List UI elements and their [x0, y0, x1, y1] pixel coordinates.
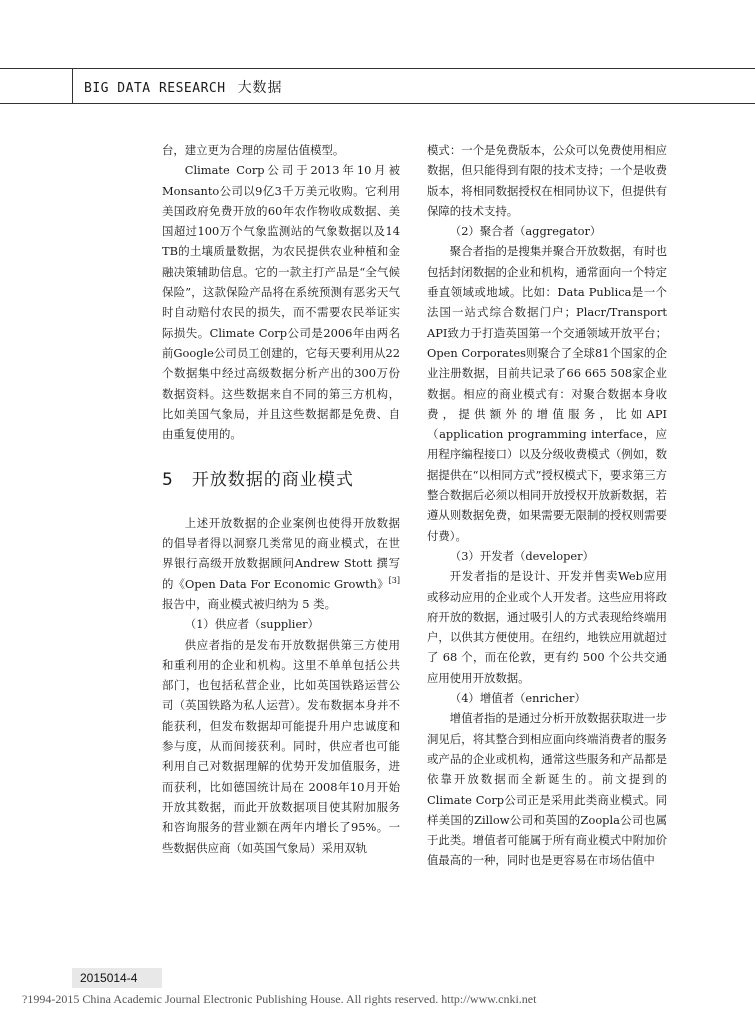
section-number: 5 [162, 470, 174, 491]
left-column [162, 140, 400, 858]
paragraph: 供应者指的是发布开放数据供第三方使用和重利用的企业和机构。这里不单单包括公共部门，也包括私营企业，比如英国铁路运营公司（英国铁路为私人运营）。发布数据本身并不能获利，但发布数据却可能提升用户忠诚度和参与度，从而间接获利。同时，供应者也可能利用自己对数据理解的优势开发加值服务，进而获利，比如德国统计局在 2008年10月开始开放其数据，而此开放数据项目使其附加服务和咨询服务的营业额在两年内增长了95%。一些数据供应商（如英国气象局）采用双轨 [162, 637, 400, 855]
paragraph: 聚合者指的是搜集并聚合开放数据，有时也包括封闭数据的企业和机构，通常面向一个特定垂直领域或地域。比如：Data Publica是一个法国一站式综合数据门户；Placr/Transport API致力于打造英国第一个交通领域开放平台；Open Corporates则聚合了全球81个国家的企业注册数据，目前共记录了66 665 508家企业数据。相应的商业模式有：对聚合数据本身收费，提供额外的增值服务，比如API（application programming interface，应用程序编程接口）以及分级收费模式（例如，数据提供在“以相同方式”授权模式下，要求第三方整合数据后必须以相同开放授权开放新数据，若遵从则数据免费，如果需要无限制的授权则需要付费）。 [427, 244, 667, 543]
journal-title [84, 77, 283, 97]
section-title: 开放数据的商业模式 [191, 470, 354, 491]
paragraph [162, 513, 400, 614]
header-divider [72, 69, 73, 103]
subsection-title: （4）增值者（enricher） [449, 691, 586, 706]
paragraph: 增值者指的是通过分析开放数据获取进一步洞见后，将其整合到相应面向终端消费者的服务或产品的企业或机构，通常这些服务和产品都是依靠开放数据而全新诞生的。前文提到的 Climate Corp公司正是采用此类商业模式。同样美国的Zillow公司和英国的Zoopla公司也属于此类。增值者可能属于所有商业模式中附加价值最高的一种，同时也是更容易在市场估值中 [427, 711, 667, 868]
paragraph-text: 上述开放数据的企业案例也使得开放数据的倡导者得以洞察几类常见的商业模式，在世界银行高级开放数据顾问Andrew Stott 撰写的《Open Data For Economic Growth》 [162, 515, 400, 591]
citation-ref[interactable]: [3] [388, 575, 400, 585]
paragraph: 台，建立更为合理的房屋估值模型。 [162, 143, 345, 157]
journal-title-en: BIG DATA RESEARCH [84, 81, 226, 96]
paragraph: Climate Corp公司于2013年10月被Monsanto公司以9亿3千万美元收购。它利用美国政府免费开放的60年农作物收成数据、美国超过100万个气象监测站的气象数据以及14 TB的土壤质量数据，为农民提供农业种植和金融决策辅助信息。它的一款主打产品是“全气候保险”，这款保险产品将在系统预测有恶劣天气时自动赔付农民的损失，而不需要农民举证实际损失。Climate Corp公司是2006年由两名前Google公司员工创建的，它每天要利用从22个数据集中经过高级数据分析产出的300万份数据资料。这些数据来自不同的第三方机构，比如美国气象局，并且这些数据都是免费、自由重复使用的。 [162, 163, 400, 442]
subsection-title: （2）聚合者（aggregator） [449, 224, 602, 239]
page-number: 2015014-4 [72, 968, 162, 988]
copyright-notice: ?1994-2015 China Academic Journal Electronic Publishing House. All rights reserved. http://www.cnki.net [22, 992, 537, 1006]
section-heading [162, 470, 400, 490]
running-header [0, 68, 755, 104]
subsection-title: （3）开发者（developer） [449, 548, 594, 563]
paragraph: 开发者指的是设计、开发并售卖Web应用或移动应用的企业或个人开发者。这些应用将政府开放的数据，通过吸引人的方式表现给终端用户，以供其方便使用。在纽约，地铁应用就超过了 68 个，而在伦敦，更有约 500 个公共交通应用使用开放数据。 [427, 569, 667, 685]
right-column [427, 140, 667, 871]
journal-title-cn: 大数据 [237, 80, 283, 96]
paragraph: 模式：一个是免费版本，公众可以免费使用相应数据，但只能得到有限的技术支持；一个是收费版本，将相同数据授权在相同协议下，但提供有保障的技术支持。 [427, 143, 667, 218]
subsection-title: （1）供应者（supplier） [184, 617, 320, 632]
paragraph-text: 报告中，商业模式被归纳为 5 类。 [162, 596, 336, 611]
